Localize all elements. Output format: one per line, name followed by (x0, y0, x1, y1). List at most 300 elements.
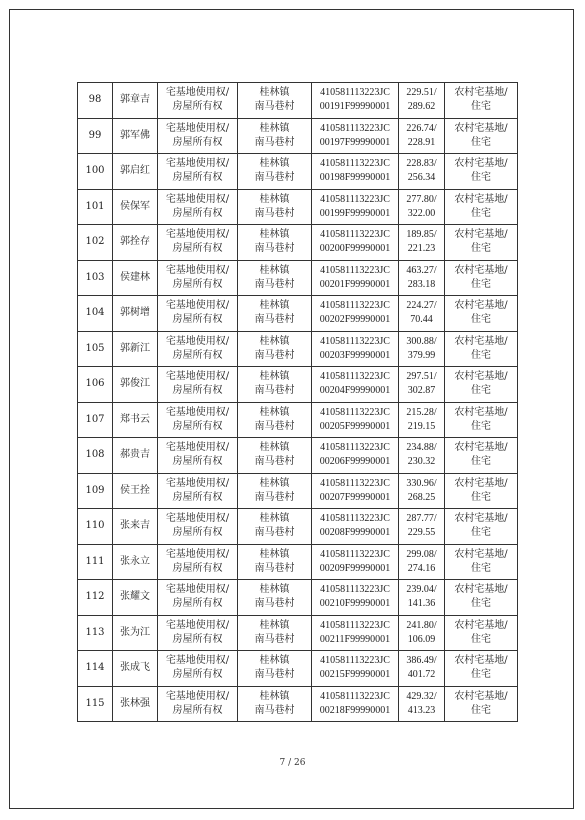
area-text: 330.96/ (406, 477, 437, 489)
land-use-text: 农村宅基地/ (454, 690, 508, 702)
owner-name-cell (113, 509, 158, 545)
land-use-text: 农村宅基地/ (454, 406, 508, 418)
area-text: 463.27/ (406, 264, 437, 276)
record-number-text: 101 (85, 200, 105, 212)
record-number-text: 102 (85, 236, 105, 248)
land-use-text: 住宅 (471, 633, 491, 645)
owner-name-text: 侯建林 (120, 271, 150, 283)
land-use-cell (445, 296, 518, 332)
right-type-cell (158, 118, 238, 154)
right-type-cell (158, 402, 238, 438)
unit-code-text: 00208F99990001 (319, 527, 391, 539)
right-type-cell (158, 225, 238, 261)
area-text: 287.77/ (406, 513, 437, 525)
unit-code-text: 00206F99990001 (319, 456, 391, 468)
unit-code-text: 410581113223JC (320, 548, 390, 560)
owner-name-cell (113, 83, 158, 119)
record-number-text: 114 (85, 662, 105, 674)
record-number-cell (78, 651, 113, 687)
unit-code-text: 00205F99990001 (319, 420, 391, 432)
land-use-text: 住宅 (471, 456, 491, 468)
table-row (78, 118, 518, 154)
record-number-cell (78, 225, 113, 261)
record-number-text: 110 (85, 520, 105, 532)
location-text: 南马巷村 (254, 420, 295, 432)
area-cell (399, 544, 445, 580)
right-type-text: 房屋所有权 (172, 278, 223, 290)
owner-name-cell (113, 154, 158, 190)
owner-name-text: 郭拴存 (120, 236, 150, 248)
area-text: 189.85/ (406, 229, 437, 241)
unit-code-text: 410581113223JC (320, 371, 390, 383)
location-cell (238, 83, 312, 119)
owner-name-text: 张为江 (120, 626, 150, 638)
location-cell (238, 402, 312, 438)
location-cell (238, 580, 312, 616)
area-cell (399, 473, 445, 509)
record-number-text: 113 (85, 626, 105, 638)
owner-name-cell (113, 225, 158, 261)
owner-name-text: 张来吉 (120, 520, 150, 532)
area-text: 299.08/ (406, 548, 437, 560)
land-use-text: 农村宅基地/ (454, 335, 508, 347)
unit-code-cell (312, 402, 399, 438)
location-text: 桂林镇 (259, 513, 290, 525)
land-use-text: 住宅 (471, 278, 491, 290)
unit-code-cell (312, 580, 399, 616)
location-text: 桂林镇 (259, 477, 290, 489)
right-type-cell (158, 367, 238, 403)
right-type-text: 房屋所有权 (172, 101, 223, 113)
unit-code-cell (312, 686, 399, 722)
unit-code-text: 00201F99990001 (319, 278, 391, 290)
area-cell (399, 367, 445, 403)
unit-code-cell (312, 189, 399, 225)
owner-name-cell (113, 438, 158, 474)
area-cell (399, 154, 445, 190)
land-use-cell (445, 225, 518, 261)
right-type-text: 房屋所有权 (172, 704, 223, 716)
owner-name-cell (113, 615, 158, 651)
area-text: 141.36 (407, 598, 436, 610)
right-type-cell (158, 260, 238, 296)
owner-name-text: 侯王拴 (120, 484, 150, 496)
location-text: 桂林镇 (259, 335, 290, 347)
table-row (78, 686, 518, 722)
area-cell (399, 83, 445, 119)
record-number-text: 100 (85, 165, 105, 177)
unit-code-text: 410581113223JC (320, 229, 390, 241)
owner-name-text: 张成飞 (120, 662, 150, 674)
location-cell (238, 260, 312, 296)
unit-code-text: 00198F99990001 (319, 172, 391, 184)
land-use-text: 农村宅基地/ (454, 87, 508, 99)
land-use-text: 住宅 (471, 172, 491, 184)
record-number-text: 111 (85, 555, 105, 567)
area-text: 239.04/ (406, 584, 437, 596)
area-cell (399, 260, 445, 296)
land-use-text: 农村宅基地/ (454, 477, 508, 489)
land-use-text: 住宅 (471, 314, 491, 326)
location-text: 南马巷村 (254, 704, 295, 716)
location-cell (238, 154, 312, 190)
area-text: 106.09 (407, 633, 436, 645)
owner-name-text: 郭军佛 (120, 129, 150, 141)
area-text: 229.55 (407, 527, 436, 539)
record-number-cell (78, 402, 113, 438)
land-use-cell (445, 189, 518, 225)
owner-name-cell (113, 402, 158, 438)
page-number: 7 / 26 (279, 758, 306, 768)
unit-code-text: 410581113223JC (320, 584, 390, 596)
location-text: 南马巷村 (254, 669, 295, 681)
land-use-cell (445, 580, 518, 616)
owner-name-text: 郭启红 (120, 165, 150, 177)
land-use-text: 农村宅基地/ (454, 548, 508, 560)
unit-code-text: 00202F99990001 (319, 314, 391, 326)
area-text: 268.25 (407, 491, 436, 503)
area-text: 241.80/ (406, 619, 437, 631)
right-type-text: 房屋所有权 (172, 456, 223, 468)
location-text: 桂林镇 (259, 371, 290, 383)
right-type-text: 宅基地使用权/ (165, 193, 230, 205)
land-use-text: 住宅 (471, 669, 491, 681)
table-row (78, 651, 518, 687)
unit-code-text: 00207F99990001 (319, 491, 391, 503)
area-text: 224.27/ (406, 300, 437, 312)
location-text: 桂林镇 (259, 264, 290, 276)
land-use-cell (445, 438, 518, 474)
location-text: 南马巷村 (254, 562, 295, 574)
unit-code-text: 00191F99990001 (319, 101, 391, 113)
land-use-text: 农村宅基地/ (454, 300, 508, 312)
area-text: 300.88/ (406, 335, 437, 347)
right-type-text: 宅基地使用权/ (165, 513, 230, 525)
area-text: 297.51/ (406, 371, 437, 383)
unit-code-cell (312, 331, 399, 367)
area-text: 70.44 (410, 314, 433, 326)
right-type-cell (158, 296, 238, 332)
land-use-cell (445, 83, 518, 119)
location-text: 桂林镇 (259, 300, 290, 312)
owner-name-cell (113, 651, 158, 687)
land-use-text: 农村宅基地/ (454, 655, 508, 667)
land-use-text: 住宅 (471, 527, 491, 539)
location-text: 南马巷村 (254, 527, 295, 539)
owner-name-text: 张耀文 (120, 591, 150, 603)
right-type-text: 宅基地使用权/ (165, 264, 230, 276)
right-type-text: 房屋所有权 (172, 562, 223, 574)
unit-code-text: 410581113223JC (320, 300, 390, 312)
table-row (78, 260, 518, 296)
location-cell (238, 651, 312, 687)
area-cell (399, 686, 445, 722)
owner-name-text: 侯保军 (120, 200, 150, 212)
area-text: 283.18 (407, 278, 436, 290)
location-text: 桂林镇 (259, 548, 290, 560)
land-use-cell (445, 402, 518, 438)
location-cell (238, 367, 312, 403)
location-text: 桂林镇 (259, 193, 290, 205)
table-row (78, 509, 518, 545)
owner-name-cell (113, 296, 158, 332)
location-text: 南马巷村 (254, 136, 295, 148)
right-type-text: 房屋所有权 (172, 669, 223, 681)
location-text: 南马巷村 (254, 349, 295, 361)
unit-code-cell (312, 118, 399, 154)
record-number-text: 106 (85, 378, 105, 390)
land-use-text: 住宅 (471, 385, 491, 397)
record-number-text: 99 (88, 129, 102, 141)
location-cell (238, 331, 312, 367)
right-type-text: 宅基地使用权/ (165, 406, 230, 418)
table-row (78, 83, 518, 119)
area-text: 229.51/ (406, 87, 437, 99)
unit-code-text: 410581113223JC (320, 690, 390, 702)
location-text: 南马巷村 (254, 633, 295, 645)
area-text: 226.74/ (406, 122, 437, 134)
record-number-cell (78, 580, 113, 616)
record-number-cell (78, 367, 113, 403)
right-type-text: 宅基地使用权/ (165, 122, 230, 134)
location-cell (238, 438, 312, 474)
area-cell (399, 509, 445, 545)
table-row (78, 296, 518, 332)
area-cell (399, 296, 445, 332)
right-type-text: 房屋所有权 (172, 243, 223, 255)
land-use-text: 农村宅基地/ (454, 371, 508, 383)
land-use-text: 住宅 (471, 562, 491, 574)
location-text: 南马巷村 (254, 101, 295, 113)
land-use-text: 农村宅基地/ (454, 158, 508, 170)
unit-code-text: 410581113223JC (320, 619, 390, 631)
right-type-cell (158, 331, 238, 367)
record-number-cell (78, 154, 113, 190)
owner-name-cell (113, 544, 158, 580)
record-number-cell (78, 544, 113, 580)
location-cell (238, 473, 312, 509)
right-type-text: 房屋所有权 (172, 349, 223, 361)
right-type-text: 宅基地使用权/ (165, 335, 230, 347)
location-text: 南马巷村 (254, 172, 295, 184)
unit-code-cell (312, 367, 399, 403)
record-number-text: 109 (85, 484, 105, 496)
table-row (78, 225, 518, 261)
table-row (78, 544, 518, 580)
unit-code-cell (312, 615, 399, 651)
records-table (77, 82, 518, 722)
land-use-text: 住宅 (471, 207, 491, 219)
owner-name-cell (113, 367, 158, 403)
area-text: 256.34 (407, 172, 436, 184)
location-text: 南马巷村 (254, 385, 295, 397)
land-use-cell (445, 154, 518, 190)
land-use-cell (445, 509, 518, 545)
record-number-cell (78, 438, 113, 474)
area-cell (399, 615, 445, 651)
table-body (78, 83, 518, 722)
table-row (78, 331, 518, 367)
area-text: 429.32/ (406, 690, 437, 702)
land-use-cell (445, 260, 518, 296)
land-use-text: 农村宅基地/ (454, 619, 508, 631)
location-text: 桂林镇 (259, 406, 290, 418)
area-cell (399, 651, 445, 687)
record-number-cell (78, 83, 113, 119)
area-text: 234.88/ (406, 442, 437, 454)
location-text: 桂林镇 (259, 584, 290, 596)
land-use-text: 农村宅基地/ (454, 442, 508, 454)
unit-code-cell (312, 473, 399, 509)
location-text: 桂林镇 (259, 122, 290, 134)
owner-name-text: 郭俊江 (120, 378, 150, 390)
right-type-text: 房屋所有权 (172, 314, 223, 326)
area-cell (399, 402, 445, 438)
location-cell (238, 189, 312, 225)
unit-code-text: 410581113223JC (320, 513, 390, 525)
location-text: 桂林镇 (259, 655, 290, 667)
unit-code-cell (312, 438, 399, 474)
right-type-text: 宅基地使用权/ (165, 442, 230, 454)
unit-code-text: 410581113223JC (320, 122, 390, 134)
owner-name-cell (113, 118, 158, 154)
land-use-cell (445, 367, 518, 403)
area-text: 221.23 (407, 243, 436, 255)
right-type-cell (158, 509, 238, 545)
record-number-text: 112 (85, 591, 105, 603)
land-use-text: 住宅 (471, 136, 491, 148)
unit-code-text: 00200F99990001 (319, 243, 391, 255)
area-cell (399, 189, 445, 225)
unit-code-cell (312, 83, 399, 119)
record-number-cell (78, 118, 113, 154)
table-row (78, 189, 518, 225)
unit-code-text: 410581113223JC (320, 442, 390, 454)
unit-code-cell (312, 260, 399, 296)
unit-code-text: 410581113223JC (320, 655, 390, 667)
owner-name-cell (113, 189, 158, 225)
unit-code-cell (312, 154, 399, 190)
land-use-cell (445, 331, 518, 367)
area-text: 228.83/ (406, 158, 437, 170)
location-text: 南马巷村 (254, 207, 295, 219)
table-row (78, 154, 518, 190)
area-text: 274.16 (407, 562, 436, 574)
right-type-text: 房屋所有权 (172, 385, 223, 397)
unit-code-text: 00215F99990001 (319, 669, 391, 681)
unit-code-cell (312, 544, 399, 580)
unit-code-text: 410581113223JC (320, 477, 390, 489)
unit-code-text: 410581113223JC (320, 87, 390, 99)
table-row (78, 438, 518, 474)
area-cell (399, 331, 445, 367)
unit-code-text: 00199F99990001 (319, 207, 391, 219)
unit-code-text: 00210F99990001 (319, 598, 391, 610)
record-number-text: 98 (88, 94, 102, 106)
area-text: 413.23 (407, 704, 436, 716)
area-cell (399, 118, 445, 154)
right-type-cell (158, 83, 238, 119)
right-type-text: 房屋所有权 (172, 598, 223, 610)
unit-code-text: 410581113223JC (320, 406, 390, 418)
land-use-text: 住宅 (471, 598, 491, 610)
unit-code-text: 410581113223JC (320, 158, 390, 170)
owner-name-cell (113, 580, 158, 616)
land-use-cell (445, 544, 518, 580)
owner-name-text: 郭新江 (120, 342, 150, 354)
owner-name-cell (113, 473, 158, 509)
record-number-text: 107 (85, 413, 105, 425)
right-type-cell (158, 651, 238, 687)
right-type-text: 宅基地使用权/ (165, 584, 230, 596)
right-type-text: 宅基地使用权/ (165, 477, 230, 489)
land-use-cell (445, 651, 518, 687)
location-text: 桂林镇 (259, 87, 290, 99)
owner-name-text: 张林强 (120, 697, 150, 709)
unit-code-text: 00209F99990001 (319, 562, 391, 574)
land-use-text: 住宅 (471, 101, 491, 113)
location-text: 桂林镇 (259, 158, 290, 170)
right-type-text: 房屋所有权 (172, 420, 223, 432)
record-number-cell (78, 296, 113, 332)
area-cell (399, 580, 445, 616)
unit-code-text: 00218F99990001 (319, 704, 391, 716)
record-number-text: 108 (85, 449, 105, 461)
unit-code-cell (312, 651, 399, 687)
record-number-text: 105 (85, 342, 105, 354)
right-type-text: 宅基地使用权/ (165, 158, 230, 170)
right-type-text: 房屋所有权 (172, 491, 223, 503)
land-use-text: 住宅 (471, 491, 491, 503)
land-use-text: 住宅 (471, 420, 491, 432)
right-type-cell (158, 686, 238, 722)
right-type-cell (158, 154, 238, 190)
right-type-cell (158, 189, 238, 225)
record-number-cell (78, 615, 113, 651)
location-cell (238, 544, 312, 580)
right-type-text: 宅基地使用权/ (165, 87, 230, 99)
unit-code-text: 410581113223JC (320, 264, 390, 276)
location-cell (238, 615, 312, 651)
right-type-cell (158, 544, 238, 580)
unit-code-text: 00204F99990001 (319, 385, 391, 397)
area-text: 322.00 (407, 207, 436, 219)
land-use-cell (445, 118, 518, 154)
land-use-text: 住宅 (471, 349, 491, 361)
right-type-text: 宅基地使用权/ (165, 300, 230, 312)
right-type-cell (158, 615, 238, 651)
land-use-cell (445, 615, 518, 651)
location-cell (238, 296, 312, 332)
right-type-text: 宅基地使用权/ (165, 690, 230, 702)
owner-name-text: 郭章吉 (120, 94, 150, 106)
land-use-text: 农村宅基地/ (454, 264, 508, 276)
location-text: 南马巷村 (254, 456, 295, 468)
area-text: 228.91 (407, 136, 436, 148)
area-cell (399, 225, 445, 261)
record-number-cell (78, 509, 113, 545)
land-use-text: 农村宅基地/ (454, 584, 508, 596)
area-cell (399, 438, 445, 474)
land-use-cell (445, 473, 518, 509)
right-type-text: 房屋所有权 (172, 633, 223, 645)
right-type-cell (158, 438, 238, 474)
location-cell (238, 686, 312, 722)
record-number-text: 104 (85, 307, 105, 319)
unit-code-text: 410581113223JC (320, 335, 390, 347)
unit-code-text: 410581113223JC (320, 193, 390, 205)
land-use-text: 住宅 (471, 243, 491, 255)
